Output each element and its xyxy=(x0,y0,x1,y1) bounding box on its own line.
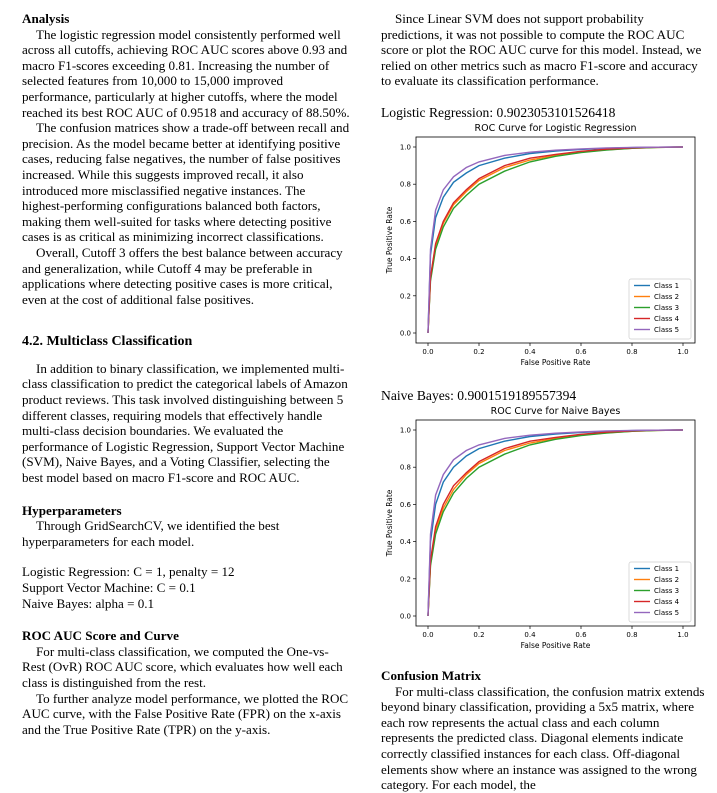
analysis-paragraph-3: Overall, Cutoff 3 offers the best balance between accuracy and generalization, while Cutoff 4 may be preferable in applications where detecting positive cases is more critical, even at the cost of additional false positives. xyxy=(22,244,343,307)
chart-title: ROC Curve for Naive Bayes xyxy=(490,406,621,417)
x-tick-label: 0.8 xyxy=(626,348,638,356)
x-tick-label: 0.0 xyxy=(422,348,434,356)
y-tick-label: 0.8 xyxy=(399,180,411,189)
svm-paragraph: Since Linear SVM does not support probability predictions, it was not possible to compute the ROC AUC score or plot the ROC AUC curve for this model. Instead, we relied on other metrics such as macro F1-score and accuracy to evaluate its classification performance. xyxy=(381,11,702,89)
x-tick-label: 0.4 xyxy=(524,348,536,356)
x-axis-label: False Positive Rate xyxy=(520,641,591,650)
analysis-paragraph-1: The logistic regression model consistently performed well across all cutoffs, achieving ROC AUC scores above 0.93 and macro F1-scores exceeding 0.81. Increasing the number of selected features from 10,000 to 15,000 improved performance, particularly at higher cutoffs, where the model reached its best ROC AUC of 0.9518 and accuracy of 88.50%. xyxy=(22,26,350,120)
y-axis-label: True Positive Rate xyxy=(385,206,394,274)
x-tick-label: 0.4 xyxy=(524,631,536,639)
hyperparam-naive-bayes: Naive Bayes: alpha = 0.1 xyxy=(22,595,155,611)
legend-label: Class 1 xyxy=(654,565,680,573)
confusion-section xyxy=(381,668,705,793)
left-column xyxy=(22,0,350,737)
x-tick-label: 0.6 xyxy=(575,631,587,639)
y-tick-label: 0.6 xyxy=(399,500,411,509)
legend-label: Class 5 xyxy=(654,609,680,617)
roc-heading: ROC AUC Score and Curve xyxy=(22,628,179,644)
confusion-heading: Confusion Matrix xyxy=(381,668,482,683)
hyperparameters-heading: Hyperparameters xyxy=(22,502,122,518)
y-tick-label: 1.0 xyxy=(399,143,411,152)
section-paragraph: In addition to binary classification, we implemented multi-class classification to predict the categorical labels of Amazon product reviews. This task involved distinguishing between 5 different classes, requiring models that effectively handle multi-class decision boundaries. We evaluated the performance of Logistic Regression, Support Vector Machine (SVM), Naive Bayes, and a Voting Classifier, selecting the best model based on macro F1-score and ROC AUC. xyxy=(22,360,348,486)
confusion-paragraph: For multi-class classification, the confusion matrix extends beyond binary classification, providing a 5x5 matrix, where each row represents the actual class and each column represents the predicted class. Diagonal elements indicate correctly classified instances for each class. Off-diagonal elements show where an instance was assigned to the wrong category. For each model, the xyxy=(381,683,705,793)
y-tick-label: 0.6 xyxy=(399,217,411,226)
y-tick-label: 0.2 xyxy=(399,575,411,584)
x-tick-label: 0.2 xyxy=(473,348,485,356)
roc-paragraph-2: To further analyze model performance, we plotted the ROC AUC curve, with the False Positive Rate (FPR) on the x-axis and the True Positive Rate (TPR) on the y-axis. xyxy=(22,690,349,737)
x-axis-label: False Positive Rate xyxy=(520,358,591,367)
roc-paragraph-1: For multi-class classification, we computed the One-vs-Rest (OvR) ROC AUC score, which evaluates how well each class is distinguished from the rest. xyxy=(22,643,343,690)
x-tick-label: 0.8 xyxy=(626,631,638,639)
nb-score-caption: Naive Bayes: 0.9001519189557394 xyxy=(381,388,577,403)
chart-title: ROC Curve for Logistic Regression xyxy=(474,123,637,134)
hyperparam-logistic: Logistic Regression: C = 1, penalty = 12 xyxy=(22,564,235,580)
x-tick-label: 0.2 xyxy=(473,631,485,639)
y-tick-label: 0.0 xyxy=(399,612,411,621)
x-tick-label: 1.0 xyxy=(677,348,689,356)
legend-label: Class 4 xyxy=(654,598,680,606)
hyperparameters-paragraph: Through GridSearchCV, we identified the best hyperparameters for each model. xyxy=(22,518,280,549)
section-heading: 4.2. Multiclass Classification xyxy=(22,334,193,350)
y-tick-label: 0.2 xyxy=(399,292,411,301)
x-tick-label: 0.0 xyxy=(422,631,434,639)
roc-chart-naive-bayes xyxy=(381,402,705,654)
legend-label: Class 4 xyxy=(654,315,680,323)
y-tick-label: 0.4 xyxy=(399,255,411,264)
y-tick-label: 0.8 xyxy=(399,463,411,472)
y-tick-label: 0.0 xyxy=(399,329,411,338)
hyperparam-svm: Support Vector Machine: C = 0.1 xyxy=(22,580,196,595)
analysis-heading: Analysis xyxy=(22,11,70,26)
x-tick-label: 0.6 xyxy=(575,348,587,356)
legend-label: Class 5 xyxy=(654,326,680,334)
y-axis-label: True Positive Rate xyxy=(385,489,394,557)
legend-label: Class 1 xyxy=(654,282,680,290)
y-tick-label: 1.0 xyxy=(399,426,411,435)
x-tick-label: 1.0 xyxy=(677,631,689,639)
analysis-paragraph-2: The confusion matrices show a trade-off between recall and precision. As the model became better at identifying positive cases, reducing false negatives, the number of false positives increased. While this suggests improved recall, it also introduced more misclassified negative instances. The highest-performing configurations balanced both factors, making them well-suited for tasks where detecting positive cases is as critical as minimizing incorrect classifications. xyxy=(22,120,350,245)
legend-label: Class 3 xyxy=(654,304,680,312)
legend-label: Class 2 xyxy=(654,576,680,584)
right-column xyxy=(381,0,705,89)
legend-label: Class 3 xyxy=(654,587,680,595)
legend-label: Class 2 xyxy=(654,293,680,301)
roc-chart-logistic-regression xyxy=(381,119,705,371)
lr-score-caption: Logistic Regression: 0.9023053101526418 xyxy=(381,105,616,120)
y-tick-label: 0.4 xyxy=(399,538,411,547)
